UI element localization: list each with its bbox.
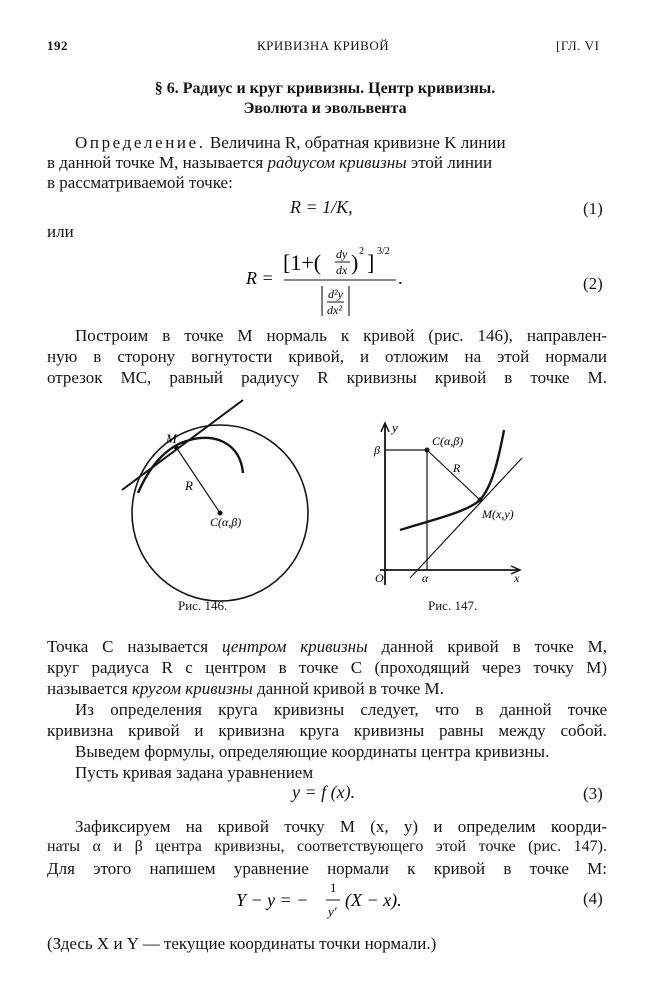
caption-146: Рис. 146.: [178, 598, 228, 613]
definition-line3: в рассматриваемой точке:: [47, 173, 233, 192]
equation-4-number: (4): [583, 889, 603, 908]
label-alpha: α: [422, 571, 429, 585]
eq4-lhs: Y − y = −: [236, 890, 309, 910]
follows-line1: Из определения круга кривизны следует, что в данной точке: [75, 700, 607, 719]
definition-line2-end: этой линии: [410, 153, 493, 172]
eq2-bracket-close: ]: [367, 250, 375, 275]
term-center-of-curvature: центром кривизны: [221, 637, 368, 656]
chapter-label: [ГЛ. VI: [556, 38, 600, 53]
equation-2-number: (2): [583, 274, 603, 293]
equation-3: y = f (x).: [292, 782, 356, 802]
center-line3: [47, 679, 444, 699]
eq2-dy: dy: [336, 247, 348, 261]
eq2-d2y: d²y: [328, 287, 343, 301]
point-C: [425, 448, 430, 453]
term-radius-of-curvature: радиусом кривизны: [267, 153, 407, 172]
label-x: x: [514, 571, 520, 585]
term-circle-of-curvature: кругом кривизны: [131, 679, 253, 698]
center-line3-b: данной кривой в точке M.: [256, 679, 444, 698]
or-word: или: [47, 222, 74, 241]
equation-4: [232, 876, 432, 926]
section-title-line1: § 6. Радиус и круг кривизны. Центр кривизны.: [154, 80, 496, 97]
eq2-period: .: [398, 268, 403, 288]
radius-segment: [176, 447, 220, 513]
derive-line: Выведем формулы, определяющие координаты центра кривизны.: [75, 742, 550, 761]
radius-segment: [427, 450, 480, 500]
center-line1-a: Точка C называется: [47, 637, 209, 656]
center-line3-a: называется: [47, 679, 128, 698]
build-line1: Построим в точке M нормаль к кривой (рис. 146), направлен-: [75, 326, 607, 345]
definition-line2-text: в данной точке M, называется: [47, 153, 264, 172]
equation-1: R = 1/K,: [290, 197, 353, 217]
eq2-square: 2: [359, 246, 364, 257]
label-R: R: [453, 461, 461, 475]
label-C: C(α,β): [432, 434, 464, 448]
label-C: C(α,β): [210, 515, 242, 529]
label-y: y: [392, 420, 398, 435]
eq2-num-open: [1+(: [283, 250, 322, 275]
point-M: [478, 498, 483, 503]
label-M: M: [166, 431, 177, 446]
fix-line1: Зафиксируем на кривой точку M (x, y) и определим коорди-: [75, 817, 607, 836]
eq4-fraction-denominator: y′: [328, 904, 337, 919]
let-line: Пусть кривая задана уравнением: [75, 763, 314, 782]
center-line2: круг радиуса R с центром в точке C (проходящий через точку M): [47, 658, 607, 677]
definition-line1-rest: Величина R, обратная кривизне K линии: [209, 133, 506, 152]
figure-147: [362, 420, 542, 595]
section-title-line2: Эволюта и эвольвента: [243, 100, 407, 117]
build-line2: ную в сторону вогнутости кривой, и отложим на этой нормали: [47, 347, 607, 366]
eq2-dx2: dx²: [327, 303, 342, 317]
eq2-dx: dx: [336, 263, 348, 277]
page-number: 192: [47, 38, 68, 53]
fix-line3: Для этого напишем уравнение нормали к кривой в точке M:: [47, 859, 607, 878]
center-line1: [47, 637, 607, 657]
label-O: O: [375, 571, 384, 585]
label-M: M(x,y): [482, 507, 514, 521]
equation-2: [240, 238, 420, 322]
definition-label: Определение.: [75, 133, 206, 152]
follows-line2: кривизна кривой и кривизна круга кривизны равны между собой.: [47, 721, 607, 740]
caption-147: Рис. 147.: [428, 598, 478, 613]
label-R: R: [185, 478, 193, 493]
center-line1-b: данной кривой в точке M,: [381, 637, 608, 656]
here-line: (Здесь X и Y — текущие координаты точки нормали.): [47, 934, 437, 953]
fix-line2: наты α и β центра кривизны, соответствующего этой точке (рис. 147).: [47, 838, 607, 855]
equation-1-number: (1): [583, 199, 603, 218]
figure-146: [110, 395, 310, 605]
running-title: КРИВИЗНА КРИВОЙ: [257, 38, 390, 53]
eq2-lhs: R =: [246, 268, 274, 288]
tangent-line: [122, 400, 243, 490]
equation-3-number: (3): [583, 784, 603, 803]
build-line3: отрезок MC, равный радиусу R кривизны кривой в точке M.: [47, 368, 607, 387]
definition-line2: [47, 153, 492, 173]
eq4-fraction-numerator: 1: [330, 880, 337, 895]
eq2-exponent: 3/2: [377, 246, 390, 257]
eq2-num-close: ): [351, 250, 359, 275]
label-beta: β: [374, 443, 380, 457]
definition-line1: [75, 133, 607, 153]
eq4-rhs: (X − x).: [345, 890, 402, 910]
